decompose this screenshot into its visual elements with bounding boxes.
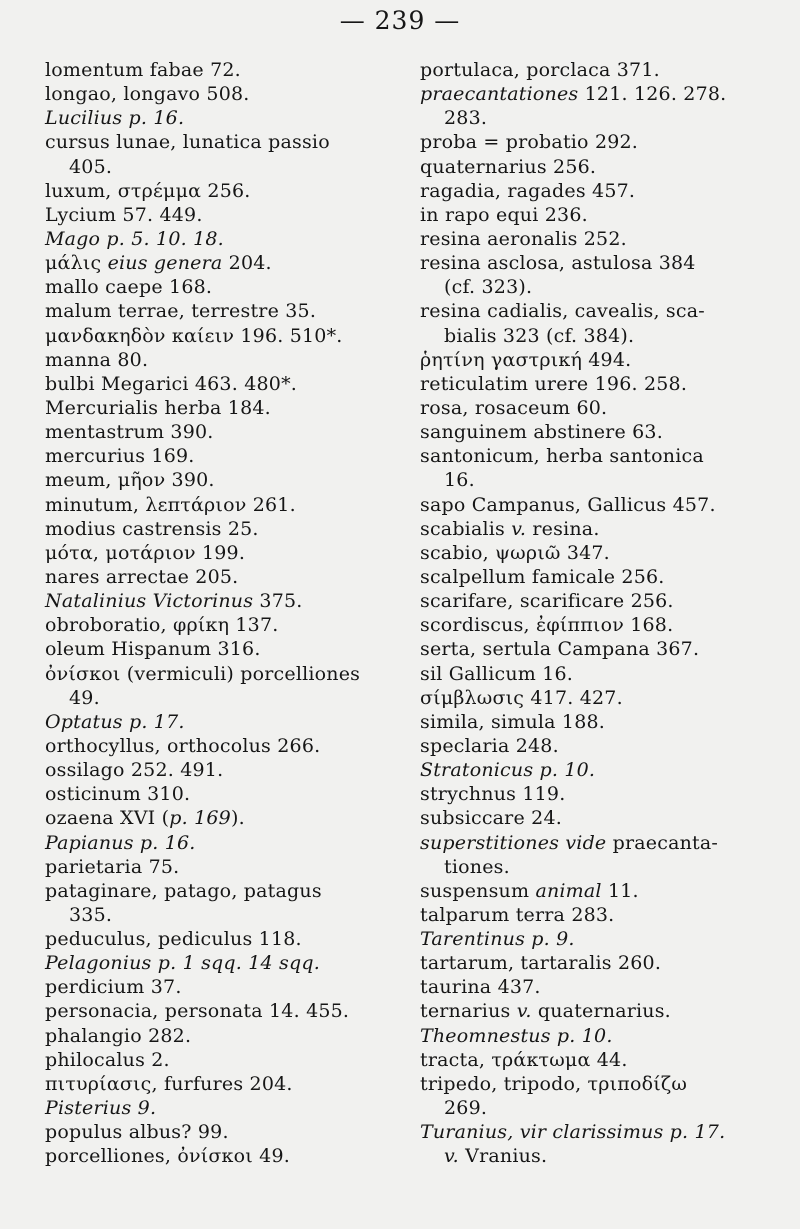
index-entry-text: tartarum, tartaralis 260. [420, 952, 662, 975]
index-entry-text: sanguinem abstinere 63. [420, 421, 663, 444]
index-entry-text: 375. [253, 590, 303, 613]
index-entry-line [420, 710, 765, 734]
index-entry-line [420, 637, 765, 661]
index-entry-text: 335. [69, 903, 113, 926]
index-entry-line [420, 975, 765, 999]
index-entry-line [420, 372, 765, 396]
index-entry-line [45, 420, 390, 444]
index-entry-text: Turanius, vir clarissimus p. 17. [420, 1121, 726, 1144]
index-entry-line [45, 1144, 390, 1168]
index-entry-line [420, 1024, 765, 1048]
index-entry-line [45, 444, 390, 468]
index-entry-line [45, 58, 390, 82]
index-entry-text: Lycium 57. 449. [45, 203, 203, 226]
index-entry-text: ternarius [420, 1000, 517, 1023]
index-entry-line [45, 348, 390, 372]
index-entry-line [45, 951, 390, 975]
index-entry-line [45, 1024, 390, 1048]
index-entry-line [420, 155, 765, 179]
index-entry-text: lomentum fabae 72. [45, 59, 241, 81]
index-entry-text: eius genera [107, 252, 223, 275]
index-entry-text: quaternarius 256. [420, 155, 597, 178]
index-entry-text: parietaria 75. [45, 855, 180, 878]
index-entry-text: Vranius. [458, 1145, 548, 1168]
index-entry-text: Stratonicus p. 10. [420, 759, 596, 782]
index-entry-line [420, 324, 765, 348]
index-entry-text: pataginare, patago, patagus [45, 879, 322, 902]
index-entry-text: πιτυρίασις, furfures 204. [45, 1072, 293, 1095]
index-entry-line [420, 444, 765, 468]
index-entry-text: v. [516, 1000, 532, 1023]
index-entry-line [420, 348, 765, 372]
index-entry-line [420, 686, 765, 710]
index-entry-text: personacia, personata 14. 455. [45, 1000, 350, 1023]
index-entry-text: animal [535, 879, 602, 902]
index-entry-line [45, 275, 390, 299]
index-entry-text: mercurius 169. [45, 445, 195, 468]
index-entry-text: obroboratio, φρίκη 137. [45, 614, 279, 637]
index-entry-text: scordiscus, ἐφίππιον 168. [420, 614, 674, 637]
index-column-left [45, 58, 390, 1168]
index-entry-line [420, 758, 765, 782]
index-entry-text: σίμβλωσις 417. 427. [420, 686, 623, 709]
index-entry-line [420, 662, 765, 686]
index-entry-line [45, 203, 390, 227]
index-entry-text: 283. [444, 107, 488, 130]
index-entry-text: (cf. 323). [444, 276, 533, 299]
index-entry-text: perdicium 37. [45, 976, 182, 999]
index-entry-text: resina asclosa, astulosa 384 [420, 252, 696, 275]
index-entry-line [45, 227, 390, 251]
index-entry-line [45, 299, 390, 323]
index-entry-line [420, 1072, 765, 1096]
index-entry-text: resina aeronalis 252. [420, 227, 627, 250]
index-entry-line [45, 782, 390, 806]
index-entry-line [45, 999, 390, 1023]
index-entry-text: proba = probatio 292. [420, 131, 639, 154]
index-entry-text: μάλις [45, 252, 108, 275]
index-entry-text: μανδακηδὸν καίειν 196. 510*. [45, 324, 343, 347]
index-entry-line [420, 1144, 765, 1168]
index-entry-line [45, 1048, 390, 1072]
index-entry-text: in rapo equi 236. [420, 203, 588, 226]
index-entry-line [45, 806, 390, 830]
index-entry-text: sapo Campanus, Gallicus 457. [420, 493, 716, 516]
index-entry-line [420, 275, 765, 299]
index-entry-line [45, 975, 390, 999]
index-entry-text: malum terrae, terrestre 35. [45, 300, 317, 323]
index-entry-text: Tarentinus p. 9. [420, 928, 575, 951]
index-entry-line [45, 1120, 390, 1144]
index-entry-line [45, 1096, 390, 1120]
index-entry-text: 49. [69, 686, 100, 709]
index-entry-text: 16. [444, 469, 475, 492]
index-entry-line [420, 589, 765, 613]
index-entry-line [420, 420, 765, 444]
index-entry-text: scarifare, scarificare 256. [420, 590, 674, 613]
index-entry-line [420, 517, 765, 541]
index-entry-line [420, 179, 765, 203]
index-entry-line [420, 227, 765, 251]
index-entry-text: Optatus p. 17. [45, 710, 185, 733]
index-entry-text: serta, sertula Campana 367. [420, 638, 700, 661]
index-entry-line [420, 396, 765, 420]
index-entry-text: ὀνίσκοι (vermiculi) porcelliones [45, 662, 361, 685]
index-entry-line [420, 1048, 765, 1072]
index-entry-line [420, 203, 765, 227]
index-entry-text: minutum, λεπτάριον 261. [45, 493, 296, 516]
index-entry-line [45, 82, 390, 106]
index-entry-text: suspensum [420, 879, 536, 902]
index-entry-line [45, 1072, 390, 1096]
index-entry-line [45, 179, 390, 203]
index-entry-text: manna 80. [45, 348, 149, 371]
index-entry-line [420, 1120, 765, 1144]
index-entry-text: p. 169 [169, 807, 231, 830]
index-entry-text: 269. [444, 1097, 488, 1120]
index-entry-line [420, 130, 765, 154]
index-entry-line [45, 831, 390, 855]
index-entry-text: philocalus 2. [45, 1048, 170, 1071]
index-entry-line [45, 903, 390, 927]
index-entry-line [420, 299, 765, 323]
index-entry-text: Pisterius 9. [45, 1097, 157, 1120]
index-entry-text: resina. [526, 517, 600, 540]
index-entry-text: cursus lunae, lunatica passio [45, 131, 330, 154]
index-entry-line [45, 637, 390, 661]
index-entry-text: rosa, rosaceum 60. [420, 396, 608, 419]
index-entry-text: ). [230, 807, 245, 830]
index-entry-text: osticinum 310. [45, 783, 191, 806]
index-entry-line [45, 541, 390, 565]
index-entry-line [45, 372, 390, 396]
index-entry-text: speclaria 248. [420, 734, 559, 757]
index-entry-text: Natalinius Victorinus [45, 590, 254, 613]
index-entry-text: ragadia, ragades 457. [420, 179, 636, 202]
index-entry-text: modius castrensis 25. [45, 517, 259, 540]
index-entry-text: simila, simula 188. [420, 710, 606, 733]
index-entry-text: longao, longavo 508. [45, 83, 250, 106]
index-entry-line [420, 565, 765, 589]
index-entry-line [45, 130, 390, 154]
index-entry-text: oleum Hispanum 316. [45, 638, 261, 661]
index-entry-text: μότα, μοτάριον 199. [45, 541, 246, 564]
index-entry-text: Mercurialis herba 184. [45, 396, 271, 419]
index-entry-line [45, 396, 390, 420]
index-entry-text: Mago p. 5. 10. 18. [45, 227, 224, 250]
index-entry-line [420, 927, 765, 951]
index-entry-text: portulaca, porclaca 371. [420, 59, 660, 81]
index-entry-line [420, 1096, 765, 1120]
index-entry-text: sil Gallicum 16. [420, 662, 574, 685]
index-entry-text: 204. [222, 252, 272, 275]
index-column-right [420, 58, 765, 1168]
index-entry-text: orthocyllus, orthocolus 266. [45, 734, 321, 757]
index-entry-line [45, 517, 390, 541]
index-entry-line [45, 686, 390, 710]
index-entry-text: v. [444, 1145, 459, 1168]
page-number-header: — 239 — [339, 6, 461, 35]
index-entry-text: 405. [69, 155, 113, 178]
index-entry-line [420, 613, 765, 637]
index-entry-line [420, 903, 765, 927]
index-entry-line [45, 855, 390, 879]
index-entry-text: meum, μῆον 390. [45, 469, 215, 492]
index-entry-line [420, 58, 765, 82]
index-entry-text: v. [511, 517, 527, 540]
index-entry-text: reticulatim urere 196. 258. [420, 372, 688, 395]
index-entry-line [420, 734, 765, 758]
index-entry-line [45, 758, 390, 782]
index-entry-line [45, 155, 390, 179]
index-entry-line [420, 468, 765, 492]
index-entry-text: subsiccare 24. [420, 807, 562, 830]
index-entry-line [45, 251, 390, 275]
index-entry-text: resina cadialis, cavealis, sca- [420, 300, 705, 323]
index-entry-text: 11. [601, 879, 639, 902]
index-entry-line [420, 806, 765, 830]
index-entry-line [45, 565, 390, 589]
index-entry-text: quaternarius. [531, 1000, 671, 1023]
index-entry-text: scabio, ψωριῶ 347. [420, 541, 610, 564]
index-entry-line [420, 879, 765, 903]
index-entry-line [45, 106, 390, 130]
index-entry-line [420, 831, 765, 855]
index-entry-text: phalangio 282. [45, 1024, 192, 1047]
index-entry-text: talparum terra 283. [420, 903, 615, 926]
index-entry-line [420, 493, 765, 517]
index-entry-line [420, 541, 765, 565]
index-entry-text: praecanta- [606, 831, 719, 854]
index-entry-line [420, 106, 765, 130]
index-entry-text: Pelagonius p. 1 sqq. 14 sqq. [45, 952, 320, 975]
index-entry-text: porcelliones, ὀνίσκοι 49. [45, 1145, 290, 1168]
index-entry-line [45, 710, 390, 734]
index-entry-text: strychnus 119. [420, 783, 566, 806]
index-entry-line [45, 734, 390, 758]
index-entry-line [45, 662, 390, 686]
index-entry-line [420, 999, 765, 1023]
index-entry-text: scalpellum famicale 256. [420, 565, 665, 588]
index-entry-text: luxum, στρέμμα 256. [45, 179, 251, 202]
index-entry-text: taurina 437. [420, 976, 541, 999]
index-entry-line [420, 251, 765, 275]
index-entry-line [45, 613, 390, 637]
index-entry-text: superstitiones vide [420, 831, 607, 854]
index-entry-text: mentastrum 390. [45, 421, 214, 444]
index-entry-text: santonicum, herba santonica [420, 445, 704, 468]
index-entry-line [45, 927, 390, 951]
index-entry-line [420, 951, 765, 975]
index-entry-text: peduculus, pediculus 118. [45, 928, 302, 951]
index-entry-text: ozaena XVI ( [45, 807, 170, 830]
index-entry-line [45, 324, 390, 348]
index-entry-line [45, 879, 390, 903]
index-entry-text: populus albus? 99. [45, 1121, 229, 1144]
index-entry-line [420, 855, 765, 879]
index-entry-line [420, 82, 765, 106]
index-entry-text: 121. 126. 278. [578, 83, 727, 106]
index-entry-text: tripedo, tripodo, τριποδίζω [420, 1072, 688, 1095]
index-entry-line [45, 493, 390, 517]
index-entry-line [45, 468, 390, 492]
index-entry-line [45, 589, 390, 613]
index-entry-text: tracta, τράκτωμα 44. [420, 1048, 628, 1071]
index-entry-text: ossilago 252. 491. [45, 759, 224, 782]
index-entry-text: Lucilius p. 16. [45, 107, 185, 130]
index-entry-text: tiones. [444, 855, 510, 878]
index-entry-text: bialis 323 (cf. 384). [444, 324, 635, 347]
index-entry-line [420, 782, 765, 806]
index-entry-text: scabialis [420, 517, 512, 540]
index-entry-text: praecantationes [420, 83, 579, 106]
index-entry-text: nares arrectae 205. [45, 565, 239, 588]
index-entry-text: Papianus p. 16. [45, 831, 196, 854]
index-entry-text: ῥητίνη γαστρική 494. [420, 348, 632, 371]
index-entry-text: Theomnestus p. 10. [420, 1024, 613, 1047]
index-entry-text: mallo caepe 168. [45, 276, 213, 299]
index-entry-text: bulbi Megarici 463. 480*. [45, 372, 298, 395]
